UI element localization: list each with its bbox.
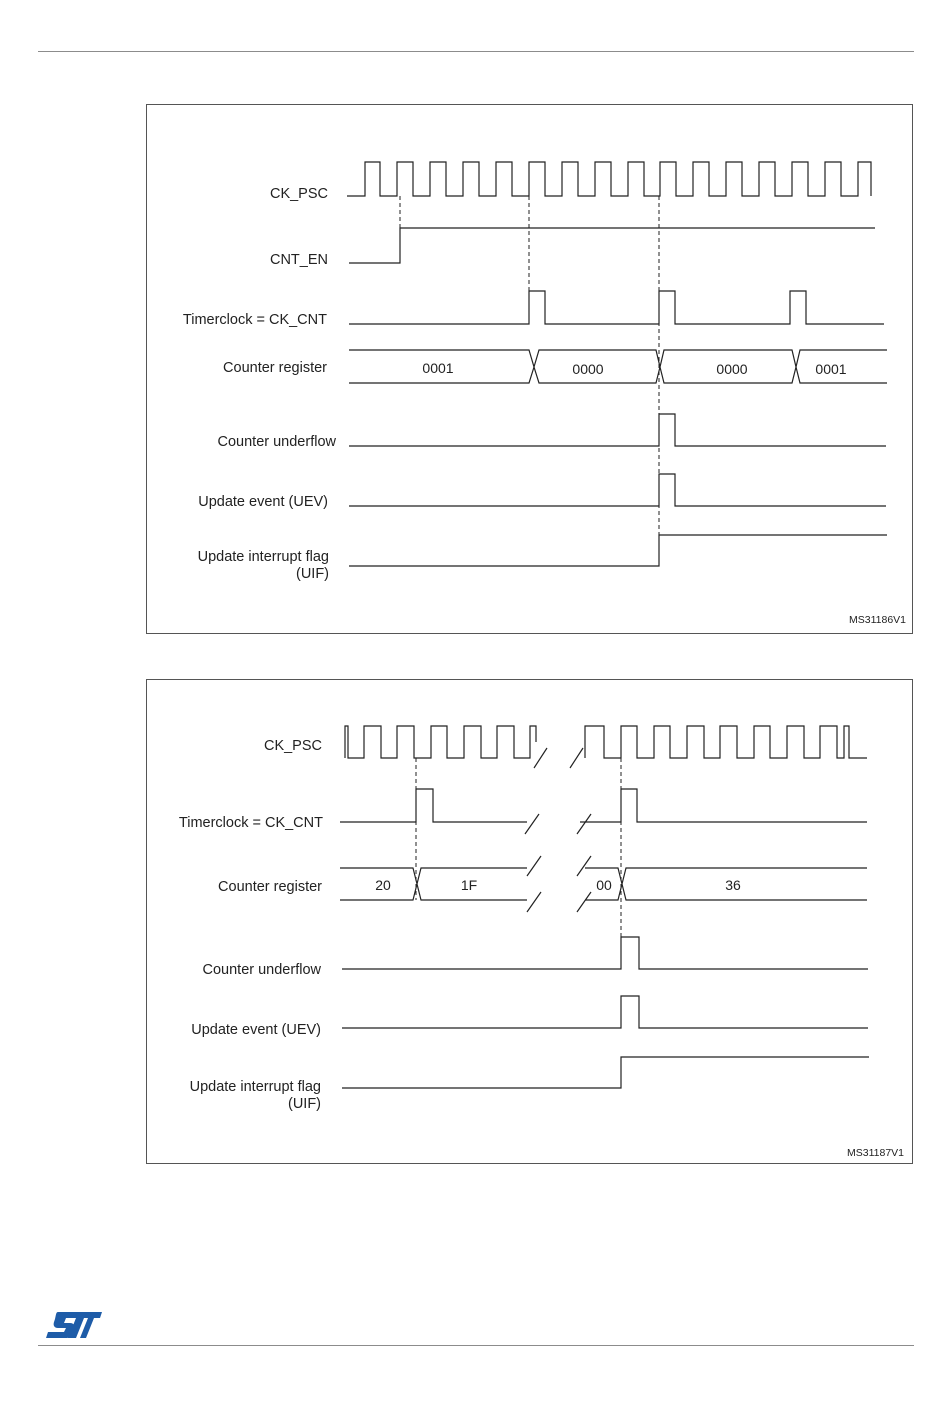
label-update-event: Update event (UEV) [191,1022,321,1038]
break-mark [527,856,541,876]
timerclock-waveform [340,789,867,822]
label-counter-underflow: Counter underflow [217,434,336,450]
register-value-2: 1F [460,877,478,893]
break-mark [534,748,547,768]
update-event-waveform [342,996,868,1028]
register-value-4: 0001 [815,361,847,377]
label-timerclock: Timerclock = CK_CNT [178,815,323,831]
label-ck-psc: CK_PSC [269,186,328,202]
register-value-3: 00 [596,877,612,893]
label-cnt-en: CNT_EN [269,252,328,268]
label-uif-line2: (UIF) [295,566,329,582]
timing-diagram-1 [146,104,913,634]
timing-diagram-2 [146,679,913,1164]
figure-id: MS31186V1 [848,614,906,626]
ck-psc-waveform [345,726,867,758]
break-mark [577,892,591,912]
label-uif-line2: (UIF) [287,1096,321,1112]
break-mark [570,748,583,768]
cnt-en-waveform [349,228,875,263]
break-mark [577,856,591,876]
label-uif-line1: Update interrupt flag [197,549,329,565]
register-value-2: 0000 [572,361,604,377]
figure-id: MS31187V1 [846,1147,904,1159]
uif-waveform [349,535,887,566]
ck-psc-waveform [347,162,871,196]
timing-diagram-1-canvas [147,105,914,635]
register-value-3: 0000 [716,361,748,377]
st-logo-icon [44,1308,104,1340]
counter-underflow-waveform [342,937,868,969]
header-rule [38,51,914,52]
label-timerclock: Timerclock = CK_CNT [182,312,327,328]
label-ck-psc: CK_PSC [263,738,322,754]
break-mark [577,814,591,834]
label-counter-register: Counter register [218,879,322,895]
timerclock-waveform [349,291,884,324]
counter-underflow-waveform [349,414,886,446]
timing-diagram-2-canvas [147,680,914,1165]
update-event-waveform [349,474,886,506]
label-uif-line1: Update interrupt flag [189,1079,321,1095]
label-update-event: Update event (UEV) [198,494,328,510]
footer-rule [38,1345,914,1346]
label-counter-register: Counter register [223,360,327,376]
break-mark [525,814,539,834]
register-value-1: 0001 [422,360,454,376]
break-mark [527,892,541,912]
label-counter-underflow: Counter underflow [202,962,321,978]
register-value-4: 36 [725,877,741,893]
uif-waveform [342,1057,869,1088]
register-value-1: 20 [375,877,391,893]
